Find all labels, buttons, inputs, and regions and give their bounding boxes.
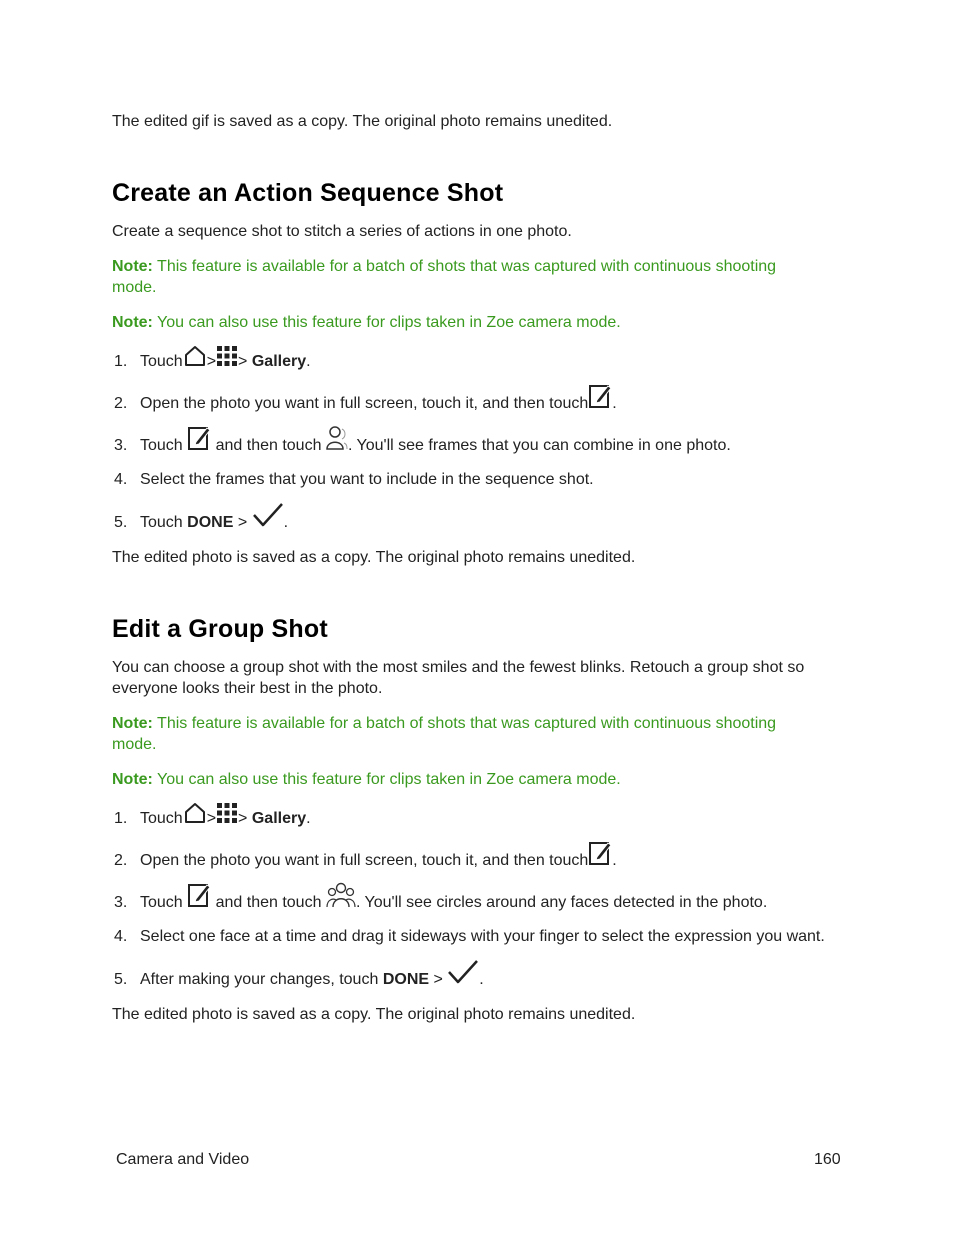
step-item bbox=[112, 460, 852, 490]
outro-text: The edited photo is saved as a copy. The original photo remains unedited. bbox=[112, 549, 636, 566]
step-text: . bbox=[612, 852, 617, 869]
step-text: Touch bbox=[140, 894, 183, 911]
note-text: This feature is available for a batch of shots that was captured with continuous shooting mode. bbox=[112, 715, 777, 753]
step-text: . bbox=[283, 514, 289, 531]
page-number: 160 bbox=[814, 1151, 841, 1168]
step-item bbox=[112, 841, 852, 871]
edit-icon bbox=[187, 882, 211, 908]
step-number: 4. bbox=[114, 471, 128, 488]
note-label: Note: bbox=[112, 771, 153, 788]
note bbox=[112, 713, 812, 755]
step-item bbox=[112, 503, 852, 533]
intro-text: The edited gif is saved as a copy. The original photo remains unedited. bbox=[112, 113, 613, 130]
step-item bbox=[112, 799, 852, 829]
step-number: 3. bbox=[114, 437, 128, 454]
step-text: Touch bbox=[140, 514, 183, 531]
sequence-shot-icon bbox=[326, 425, 348, 451]
step-number: 1. bbox=[114, 810, 128, 827]
separator: > bbox=[238, 810, 248, 827]
step-item bbox=[112, 883, 852, 913]
separator: > bbox=[206, 353, 217, 370]
step-item bbox=[112, 960, 852, 990]
step-text: Select the frames that you want to include in the sequence shot. bbox=[140, 471, 594, 488]
note-text: You can also use this feature for clips taken in Zoe camera mode. bbox=[152, 771, 621, 788]
step-item bbox=[112, 917, 852, 947]
step-text: and then touch bbox=[215, 894, 322, 911]
step-text: Select one face at a time and drag it sideways with your finger to select the expression you want. bbox=[140, 928, 825, 945]
step-text: Open the photo you want in full screen, touch it, and then touch bbox=[140, 852, 589, 869]
checkmark-icon bbox=[447, 959, 479, 985]
step-text: Touch bbox=[140, 437, 183, 454]
step-text: . You'll see circles around any faces detected in the photo. bbox=[355, 894, 768, 911]
step-number: 3. bbox=[114, 894, 128, 911]
edit-icon bbox=[588, 840, 612, 866]
home-icon bbox=[183, 345, 207, 367]
separator: > bbox=[206, 810, 217, 827]
step-text: . bbox=[479, 971, 484, 988]
done-label: DONE bbox=[187, 514, 234, 531]
section-title-group-shot: Edit a Group Shot bbox=[112, 615, 328, 643]
step-text: Open the photo you want in full screen, touch it, and then touch bbox=[140, 395, 589, 412]
gallery-label: Gallery bbox=[251, 353, 307, 370]
step-text: and then touch bbox=[215, 437, 322, 454]
step-number: 2. bbox=[114, 395, 128, 412]
step-text: . bbox=[306, 810, 311, 827]
group-shot-icon bbox=[326, 882, 356, 908]
step-item bbox=[112, 426, 852, 456]
separator: > bbox=[238, 353, 248, 370]
done-label: DONE bbox=[382, 971, 430, 988]
step-item bbox=[112, 384, 852, 414]
step-text: Touch bbox=[140, 810, 183, 827]
home-icon bbox=[183, 802, 207, 824]
section-description: You can choose a group shot with the most smiles and the fewest blinks. Retouch a group shot so everyone looks their best in the photo. bbox=[112, 659, 805, 697]
step-text: . You'll see frames that you can combine in one photo. bbox=[347, 437, 731, 454]
step-text: After making your changes, touch bbox=[140, 971, 379, 988]
apps-grid-icon bbox=[216, 802, 238, 824]
step-text: . bbox=[306, 353, 311, 370]
separator: > bbox=[237, 514, 248, 531]
note-label: Note: bbox=[112, 258, 153, 275]
note-text: This feature is available for a batch of shots that was captured with continuous shooting mode. bbox=[112, 258, 777, 296]
step-text: . bbox=[612, 395, 617, 412]
section-description: Create a sequence shot to stitch a series of actions in one photo. bbox=[112, 223, 572, 240]
note bbox=[112, 769, 852, 790]
checkmark-icon bbox=[252, 502, 284, 528]
step-number: 1. bbox=[114, 353, 128, 370]
footer-section-title: Camera and Video bbox=[116, 1151, 250, 1168]
note-label: Note: bbox=[112, 314, 153, 331]
gallery-label: Gallery bbox=[251, 810, 307, 827]
edit-icon bbox=[187, 425, 211, 451]
note bbox=[112, 256, 812, 298]
note bbox=[112, 312, 852, 333]
step-number: 4. bbox=[114, 928, 128, 945]
note-label: Note: bbox=[112, 715, 153, 732]
apps-grid-icon bbox=[216, 345, 238, 367]
edit-icon bbox=[588, 383, 612, 409]
step-number: 5. bbox=[114, 514, 128, 531]
step-text: Touch bbox=[140, 353, 183, 370]
section-title-action-sequence: Create an Action Sequence Shot bbox=[112, 179, 504, 207]
note-text: You can also use this feature for clips taken in Zoe camera mode. bbox=[152, 314, 621, 331]
separator: > bbox=[433, 971, 443, 988]
step-number: 5. bbox=[114, 971, 128, 988]
step-item bbox=[112, 342, 852, 372]
outro-text: The edited photo is saved as a copy. The original photo remains unedited. bbox=[112, 1006, 636, 1023]
step-number: 2. bbox=[114, 852, 128, 869]
